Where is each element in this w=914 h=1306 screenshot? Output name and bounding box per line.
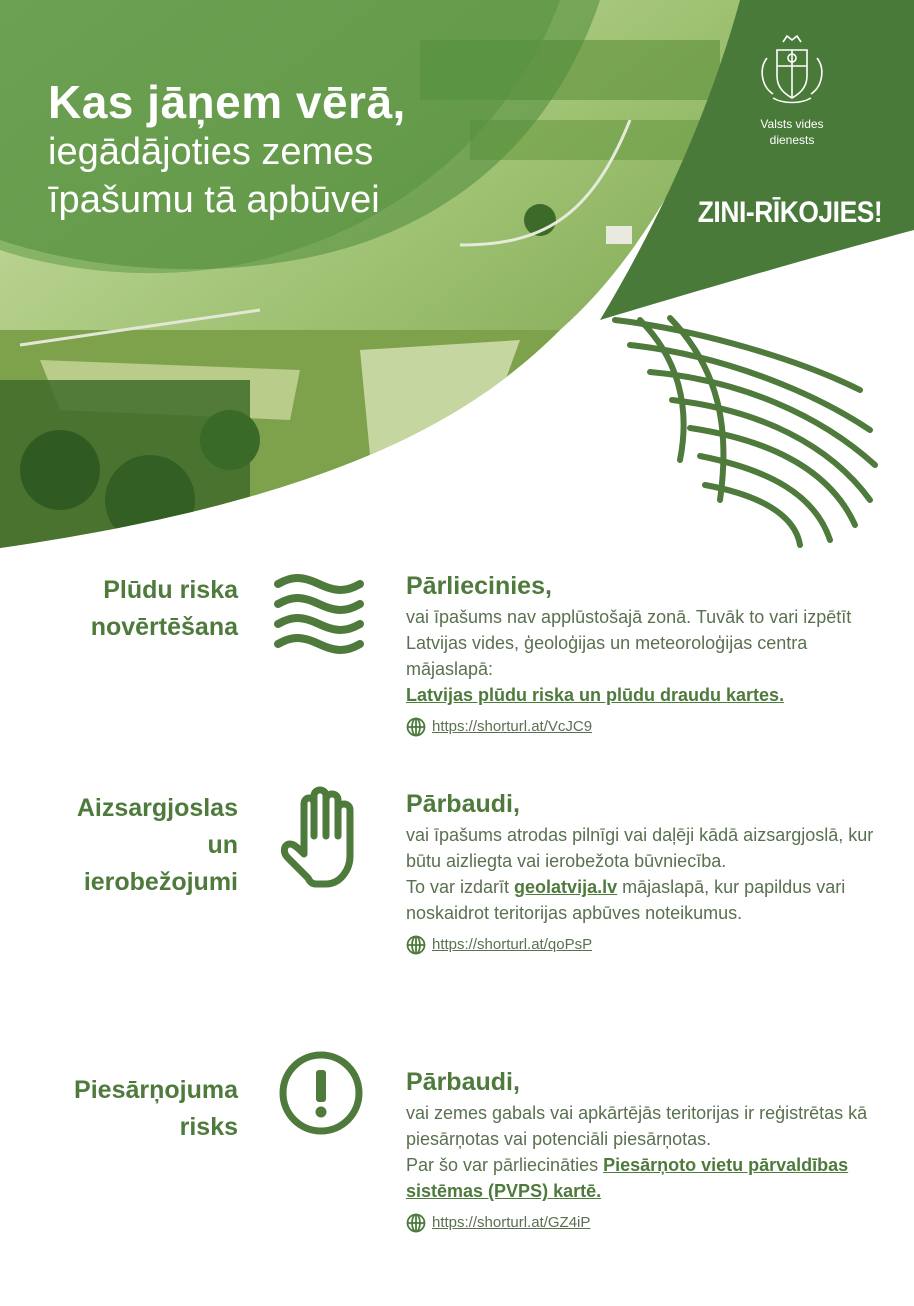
section-label: [91, 572, 238, 646]
waves-icon: [272, 574, 366, 659]
section-label-line: ierobežojumi: [83, 868, 238, 896]
section-label-line: risks: [179, 1113, 238, 1141]
section-heading: Pārbaudi,: [406, 1068, 520, 1096]
geolatvija-link[interactable]: geolatvija.lv: [514, 877, 618, 897]
coat-of-arms-icon: [753, 32, 831, 110]
section-text-2: [406, 1152, 886, 1204]
fingerprint-graphic: [615, 318, 875, 545]
title-line-3: īpašumu tā apbūvei: [48, 179, 380, 221]
section-heading: Pārliecinies,: [406, 572, 552, 600]
title-line-1: Kas jāņem vērā,: [48, 76, 406, 128]
title-line-2: iegādājoties zemes: [48, 131, 374, 173]
section-body: [406, 570, 886, 740]
globe-icon: [406, 1213, 426, 1233]
globe-icon: [406, 717, 426, 737]
agency-logo: [740, 32, 844, 148]
section-text: vai īpašums nav applūstošajā zonā. Tuvāk to vari izpētīt Latvijas vides, ģeoloģijas un meteoroloģijas centra mājaslapā:: [406, 607, 852, 679]
short-url-link[interactable]: https://shorturl.at/GZ4iP: [432, 1214, 591, 1231]
short-url-link[interactable]: https://shorturl.at/qoPsP: [432, 936, 593, 953]
agency-name: [740, 116, 844, 148]
url-row: [406, 714, 886, 740]
section-text-2: [406, 874, 886, 926]
url-row: [406, 932, 886, 958]
section-label-line: un: [207, 831, 238, 859]
short-url-link[interactable]: https://shorturl.at/VcJC9: [432, 718, 593, 735]
section-text: vai zemes gabals vai apkārtējās teritorijas ir reģistrētas kā piesārņotas vai potenciāli piesārņotas.: [406, 1103, 868, 1149]
section-heading: Pārbaudi,: [406, 790, 520, 818]
section-body: [406, 1066, 886, 1236]
slogan: ZINI-RĪKOJIES!: [697, 196, 883, 229]
page-title: [48, 76, 406, 224]
pvps-map-link[interactable]: Piesārņoto vietu pārvaldības sistēmas (PVPS) kartē.: [406, 1155, 849, 1201]
agency-name-line-1: Valsts vides: [760, 117, 824, 131]
section-body: [406, 788, 886, 958]
section-label-line: novērtēšana: [90, 613, 238, 641]
section-label: [74, 1072, 238, 1146]
agency-name-line-2: dienests: [769, 133, 815, 147]
section-text: vai īpašums atrodas pilnīgi vai daļēji kādā aizsargjoslā, kur būtu aizliegta vai ierobežota būvniecība.: [406, 825, 874, 871]
section-label-line: Piesārņojuma: [74, 1076, 238, 1104]
flood-map-link[interactable]: Latvijas plūdu riska un plūdu draudu kartes.: [406, 685, 785, 705]
text-fragment: mājaslapā, kur papildus vari noskaidrot teritorijas apbūves noteikumus.: [406, 877, 846, 923]
section-label-line: Aizsargjoslas: [76, 794, 238, 822]
exclamation-icon: [276, 1048, 366, 1143]
globe-icon: [406, 935, 426, 955]
section-label: [77, 790, 238, 901]
url-row: [406, 1210, 886, 1236]
text-fragment: To var izdarīt: [406, 877, 515, 897]
section-label-line: Plūdu riska: [103, 576, 238, 604]
hero-banner: [0, 0, 914, 560]
hand-icon: [274, 786, 368, 897]
text-fragment: Par šo var pārliecināties: [406, 1155, 604, 1175]
